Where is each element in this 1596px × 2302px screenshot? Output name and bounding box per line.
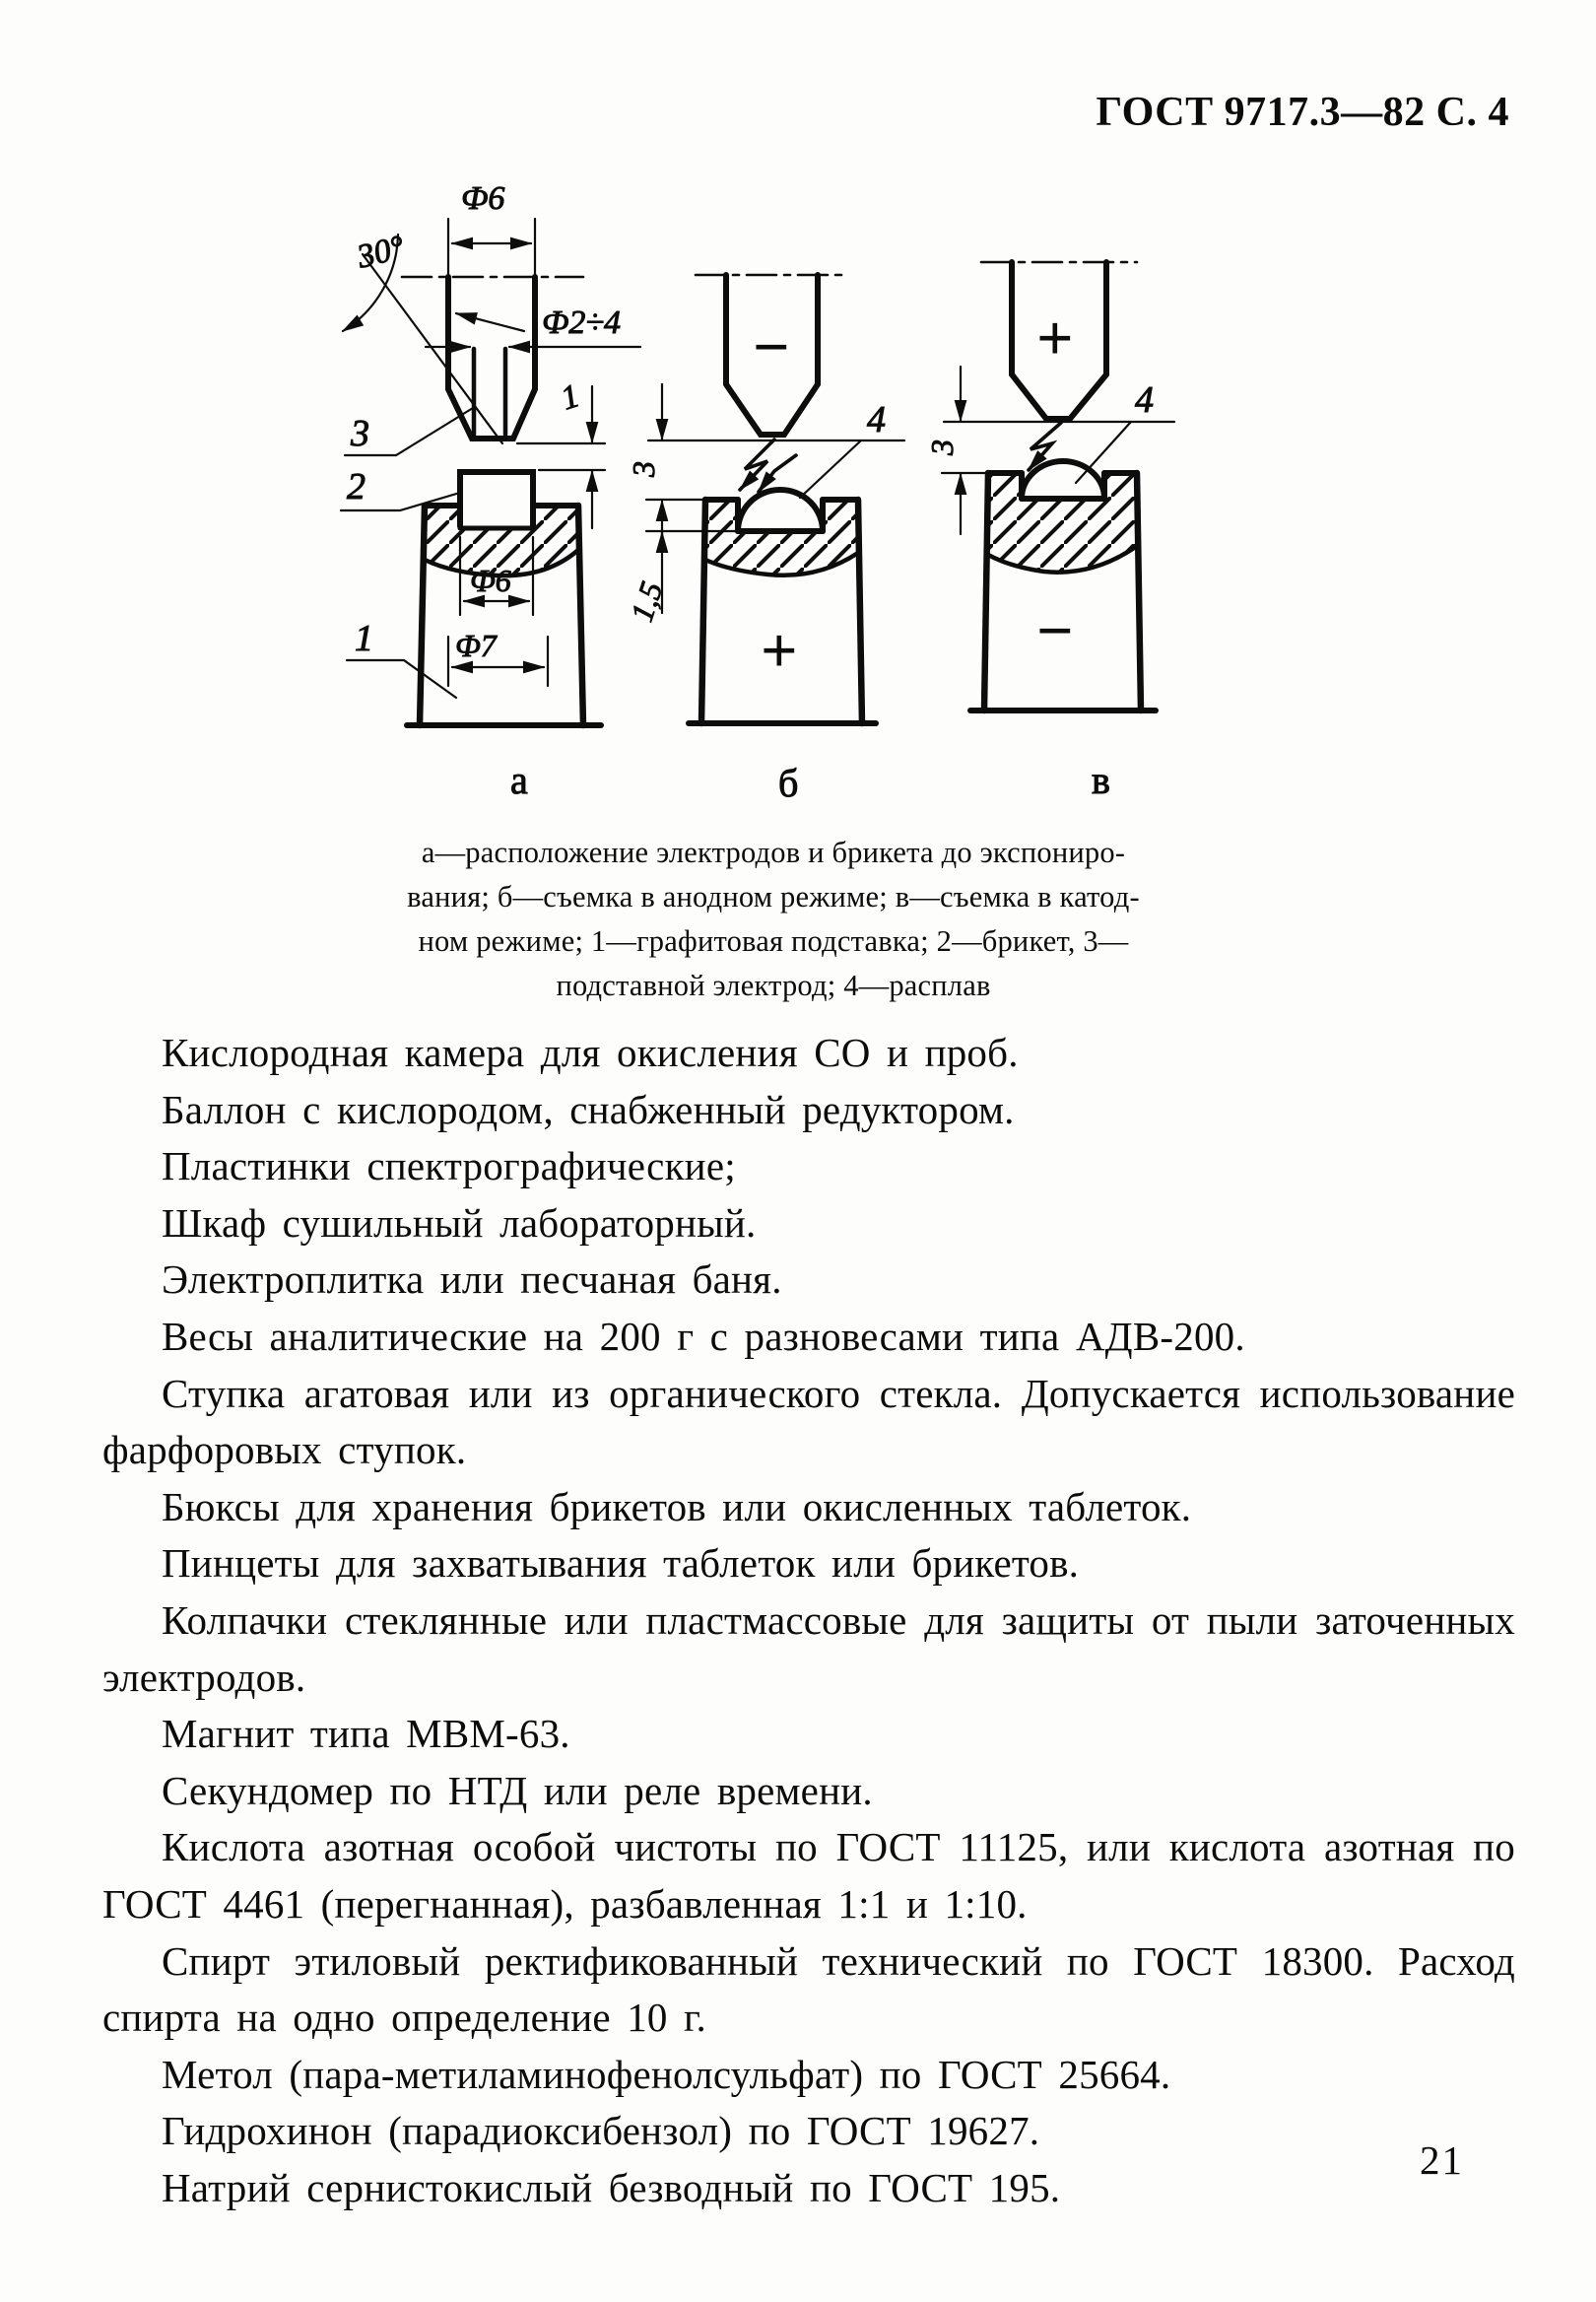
ref-1-label: 1	[355, 618, 373, 659]
figure-a-letter: а	[510, 758, 528, 802]
ref-4-label: 4	[867, 399, 886, 440]
dim-fi2-4-label: Ф2÷4	[542, 305, 622, 341]
dim-depth-label: 1,5	[623, 576, 670, 626]
base-sign-plus: +	[761, 615, 798, 687]
figure-v	[924, 262, 1174, 802]
base-wall-left	[984, 473, 988, 711]
dim-gap3-label: 3	[924, 440, 960, 455]
stand-wall-right	[578, 506, 583, 725]
base-wall-left	[701, 500, 705, 723]
ref-4-label: 4	[1135, 379, 1154, 421]
stand-wall-left	[420, 506, 425, 725]
dim-fi7-label: Ф7	[455, 628, 497, 663]
dim-angle-label: 30°	[353, 229, 409, 276]
paragraph: Кислородная камера для окисления СО и проб.	[162, 1030, 1019, 1075]
page-number: 21	[1420, 2137, 1464, 2183]
paragraph: Баллон с кислородом, снабженный редуктором.	[162, 1086, 1015, 1132]
caption-line: а—расположение электродов и брикета до экспониро-	[421, 836, 1126, 869]
figure-b	[624, 275, 904, 805]
caption-line: ном режиме; 1—графитовая подставка; 2—брикет, 3—	[418, 924, 1129, 958]
base-wall-right	[1137, 473, 1141, 711]
paragraph: Колпачки стеклянные или пластмассовые для защиты от пыли заточенных электродов.	[102, 1596, 1515, 1700]
dim-fi6-bore-label: Ф6	[470, 563, 511, 598]
paragraph: Спирт этиловый ректификованный технический по ГОСТ 18300. Расход спирта на одно определение 10 г.	[102, 1937, 1515, 2041]
paragraph: Гидрохинон (парадиоксибензол) по ГОСТ 19627.	[162, 2108, 1040, 2154]
base-sign-minus: −	[1036, 595, 1074, 667]
spark-arrow	[740, 440, 774, 490]
dim-gap-label: 1	[557, 377, 584, 418]
melt-dome	[738, 490, 823, 531]
dim-fi6-top-label: Ф6	[461, 180, 505, 217]
paragraph: Метол (пара-метиламинофенолсульфат) по ГОСТ 25664.	[162, 2051, 1171, 2097]
ref-1-leader	[347, 660, 456, 698]
ref-4-leader	[800, 440, 861, 498]
electrode-sign-minus: −	[753, 311, 790, 383]
figure-b-letter: б	[778, 761, 799, 805]
electrode-diagram	[0, 0, 1596, 818]
pointer-arrow	[456, 313, 524, 331]
paragraph: Секундомер по НТД или реле времени.	[162, 1767, 873, 1813]
paragraph: Магнит типа МВМ-63.	[162, 1711, 570, 1757]
ref-3-label: 3	[351, 413, 369, 454]
paragraph: Весы аналитические на 200 г с разновесами типа АДВ-200.	[162, 1313, 1245, 1359]
electrode-sign-plus: +	[1036, 303, 1074, 374]
paragraph: Пинцеты для захватывания таблеток или брикетов.	[162, 1540, 1080, 1587]
paragraph: Ступка агатовая или из органического стекла. Допускается использование фарфоровых ступок.	[102, 1370, 1515, 1473]
base-wall-right	[858, 500, 862, 723]
caption-line: вания; б—съемка в анодном режиме; в—съемка в катод-	[407, 880, 1140, 914]
document-header: ГОСТ 9717.3—82 С. 4	[1096, 90, 1509, 135]
caption-line: подставной электрод; 4—расплав	[556, 969, 991, 1002]
paragraph: Пластинки спектрографические;	[162, 1143, 736, 1189]
figure-caption	[246, 831, 1300, 1008]
figure-v-letter: в	[1092, 758, 1110, 802]
paragraph: Бюксы для хранения брикетов или окисленных таблеток.	[162, 1483, 1192, 1529]
melt-dome	[1022, 461, 1104, 499]
dim-gap3-label: 3	[626, 461, 661, 477]
paragraph: Электроплитка или песчаная баня.	[162, 1256, 782, 1303]
paragraph: Шкаф сушильный лабораторный.	[162, 1199, 757, 1246]
paragraph: Натрий сернистокислый безводный по ГОСТ 195.	[162, 2164, 1061, 2210]
document-body	[102, 1025, 1515, 2216]
paragraph: Кислота азотная особой чистоты по ГОСТ 11125, или кислота азотная по ГОСТ 4461 (перегнанная), разбавленная 1:1 и 1:10.	[102, 1824, 1515, 1927]
angle-leader	[363, 254, 502, 443]
ref-2-label: 2	[347, 466, 366, 508]
briquette	[460, 472, 533, 526]
figure-a	[341, 180, 640, 802]
